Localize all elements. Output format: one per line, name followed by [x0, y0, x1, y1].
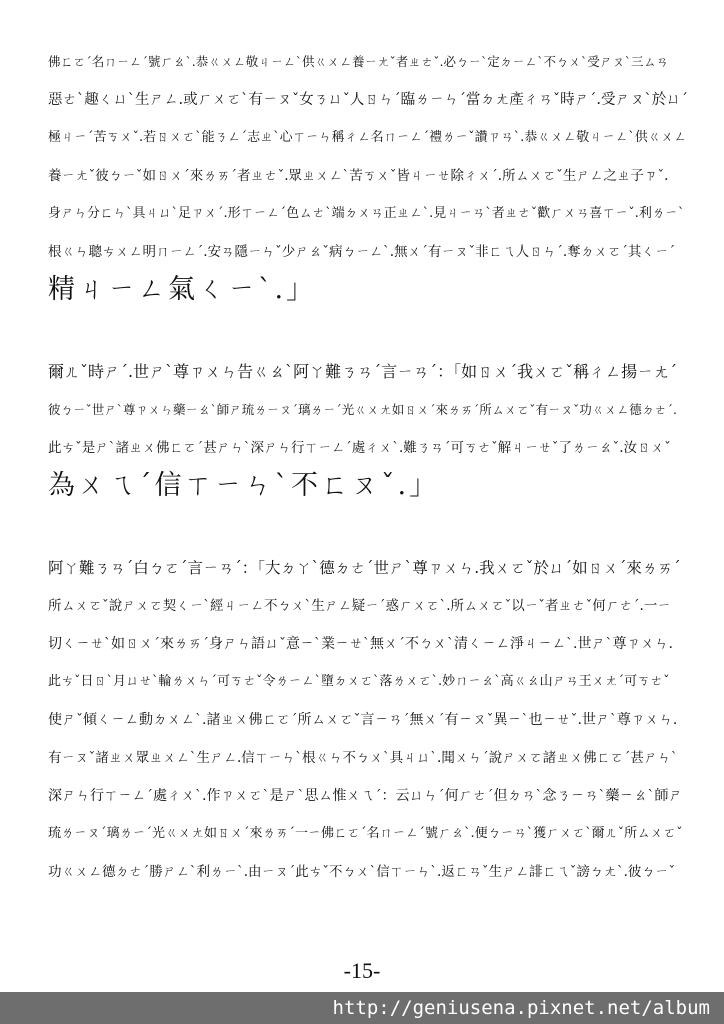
text-line: 精ㄐㄧㄥ氣ㄑㄧˋ.」	[48, 274, 317, 305]
text-line: 所ㄙㄨㄛˇ說ㄕㄨㄛ契ㄑㄧˋ經ㄐㄧㄥ不ㄅㄨˋ生ㄕㄥ疑ㄧˊ惑ㄏㄨㄛˋ.所ㄙㄨㄛˇ以ㄧˇ者ㄓㄜˇ何ㄏㄜˊ.一ㄧ	[48, 598, 671, 614]
footer-bar	[0, 992, 724, 1024]
text-line: 有ㄧㄡˇ諸ㄓㄨ眾ㄓㄨㄥˋ生ㄕㄥ.信ㄒㄧㄣˋ根ㄍㄣ不ㄅㄨˋ具ㄐㄩˋ.聞ㄨㄣˊ說ㄕㄨㄛ諸ㄓㄨ佛ㄈㄛˊ甚ㄕㄣˋ	[48, 750, 678, 766]
text-line: 為ㄨㄟˊ信ㄒㄧㄣˋ不ㄈㄡˇ.」	[48, 470, 440, 501]
text-line: 琉ㄌㄧㄡˊ璃ㄌㄧˊ光ㄍㄨㄤ如ㄖㄨˊ來ㄌㄞˊ一ㄧ佛ㄈㄛˊ名ㄇㄧㄥˊ號ㄏㄠˋ.便ㄅㄧㄢˋ獲ㄏㄨㄛˋ爾ㄦˇ所ㄙㄨㄛˇ	[48, 826, 683, 841]
text-line: 彼ㄅㄧˇ世ㄕˋ尊ㄗㄨㄣ藥ㄧㄠˋ師ㄕ琉ㄌㄧㄡˊ璃ㄌㄧˊ光ㄍㄨㄤ如ㄖㄨˊ來ㄌㄞˊ所ㄙㄨㄛˇ有ㄧㄡˇ功ㄍㄨㄥ德ㄉㄜˊ.	[48, 402, 677, 417]
text-line: 養ㄧㄤˇ彼ㄅㄧˇ如ㄖㄨˊ來ㄌㄞˊ者ㄓㄜˇ.眾ㄓㄨㄥˋ苦ㄎㄨˇ皆ㄐㄧㄝ除ㄔㄨˊ.所ㄙㄨㄛˇ生ㄕㄥ之ㄓ子ㄗˇ.	[48, 168, 669, 184]
text-line: 使ㄕˇ傾ㄑㄧㄥ動ㄉㄨㄥˋ.諸ㄓㄨ佛ㄈㄛˊ所ㄙㄨㄛˇ言ㄧㄢˊ無ㄨˊ有ㄧㄡˇ異ㄧˋ也ㄧㄝˇ.世ㄕˋ尊ㄗㄨㄣ.	[48, 712, 678, 728]
text-line: 阿ㄚ難ㄋㄢˊ白ㄅㄛˊ言ㄧㄢˊ：「大ㄉㄚˋ德ㄉㄜˊ世ㄕˋ尊ㄗㄨㄣ.我ㄨㄛˇ於ㄩˊ如ㄖㄨˊ來ㄌㄞˊ	[48, 559, 681, 577]
page-number: -15-	[343, 958, 381, 983]
text-line: 極ㄐㄧˊ苦ㄎㄨˇ.若ㄖㄨㄛˋ能ㄋㄥˊ志ㄓˋ心ㄒㄧㄣ稱ㄔㄥ名ㄇㄧㄥˊ禮ㄌㄧˇ讚ㄗㄢˋ.恭ㄍㄨㄥ敬ㄐㄧㄥˋ供ㄍㄨㄥ	[48, 130, 687, 145]
text-line: 佛ㄈㄛˊ名ㄇㄧㄥˊ號ㄏㄠˋ.恭ㄍㄨㄥ敬ㄐㄧㄥˋ供ㄍㄨㄥ養ㄧㄤˇ者ㄓㄜˇ.必ㄅㄧˋ定ㄉㄧㄥˋ不ㄅㄨˋ受ㄕㄡˋ三ㄙㄢ	[48, 54, 669, 69]
text-line: 惡ㄜˋ趣ㄑㄩˋ生ㄕㄥ.或ㄏㄨㄛˋ有ㄧㄡˇ女ㄋㄩˇ人ㄖㄣˊ臨ㄌㄧㄣˊ當ㄉㄤ產ㄔㄢˇ時ㄕˊ.受ㄕㄡˋ於ㄩˊ	[48, 92, 688, 108]
text-line: 功ㄍㄨㄥ德ㄉㄜˊ勝ㄕㄥˋ利ㄌㄧˋ.由ㄧㄡˊ此ㄘˇ不ㄅㄨˋ信ㄒㄧㄣˋ.返ㄈㄢˇ生ㄕㄥ誹ㄈㄟˇ謗ㄅㄤˋ.彼ㄅㄧˇ	[48, 864, 676, 880]
text-line: 爾ㄦˇ時ㄕˊ.世ㄕˋ尊ㄗㄨㄣ告ㄍㄠˋ阿ㄚ難ㄋㄢˊ言ㄧㄢˊ：「如ㄖㄨˊ我ㄨㄛˇ稱ㄔㄥ揚ㄧㄤˊ	[48, 362, 678, 381]
footer-url: http://geniusena.pixnet.net/album	[332, 997, 710, 1019]
text-line: 根ㄍㄣ聰ㄘㄨㄥ明ㄇㄧㄥˊ.安ㄢ隱ㄧㄣˇ少ㄕㄠˇ病ㄅㄧㄥˋ.無ㄨˊ有ㄧㄡˇ非ㄈㄟ人ㄖㄣˊ.奪ㄉㄨㄛˊ其ㄑㄧˊ	[48, 244, 676, 260]
text-line: 身ㄕㄣ分ㄈㄣˋ具ㄐㄩˋ足ㄗㄨˊ.形ㄒㄧㄥˊ色ㄙㄜˋ端ㄉㄨㄢ正ㄓㄥˋ.見ㄐㄧㄢˋ者ㄓㄜˇ歡ㄏㄨㄢ喜ㄒㄧˇ.利ㄌㄧˋ	[48, 206, 685, 221]
text-line: 深ㄕㄣ行ㄒㄧㄥˊ處ㄔㄨˋ.作ㄗㄨㄛˋ是ㄕˋ思ㄙ惟ㄨㄟˊ：云ㄩㄣˊ何ㄏㄜˊ但ㄉㄢˋ念ㄋㄧㄢˋ藥ㄧㄠˋ師ㄕ	[48, 788, 683, 804]
text-line: 此ㄘˇ日ㄖˋ月ㄩㄝˋ輪ㄌㄨㄣˊ可ㄎㄜˇ令ㄌㄧㄥˋ墮ㄉㄨㄛˋ落ㄌㄨㄛˋ.妙ㄇㄧㄠˋ高ㄍㄠ山ㄕㄢ王ㄨㄤˊ可ㄎㄜˇ	[48, 674, 670, 689]
text-line: 切ㄑㄧㄝˋ如ㄖㄨˊ來ㄌㄞˊ身ㄕㄣ語ㄩˇ意ㄧˋ業ㄧㄝˋ無ㄨˊ不ㄅㄨˋ清ㄑㄧㄥ淨ㄐㄧㄥˋ.世ㄕˋ尊ㄗㄨㄣ.	[48, 636, 673, 652]
text-line: 此ㄘˇ是ㄕˋ諸ㄓㄨ佛ㄈㄛˊ甚ㄕㄣˋ深ㄕㄣ行ㄒㄧㄥˊ處ㄔㄨˋ.難ㄋㄢˊ可ㄎㄜˇ解ㄐㄧㄝˇ了ㄌㄧㄠˇ.汝ㄖㄨˇ	[48, 440, 671, 456]
